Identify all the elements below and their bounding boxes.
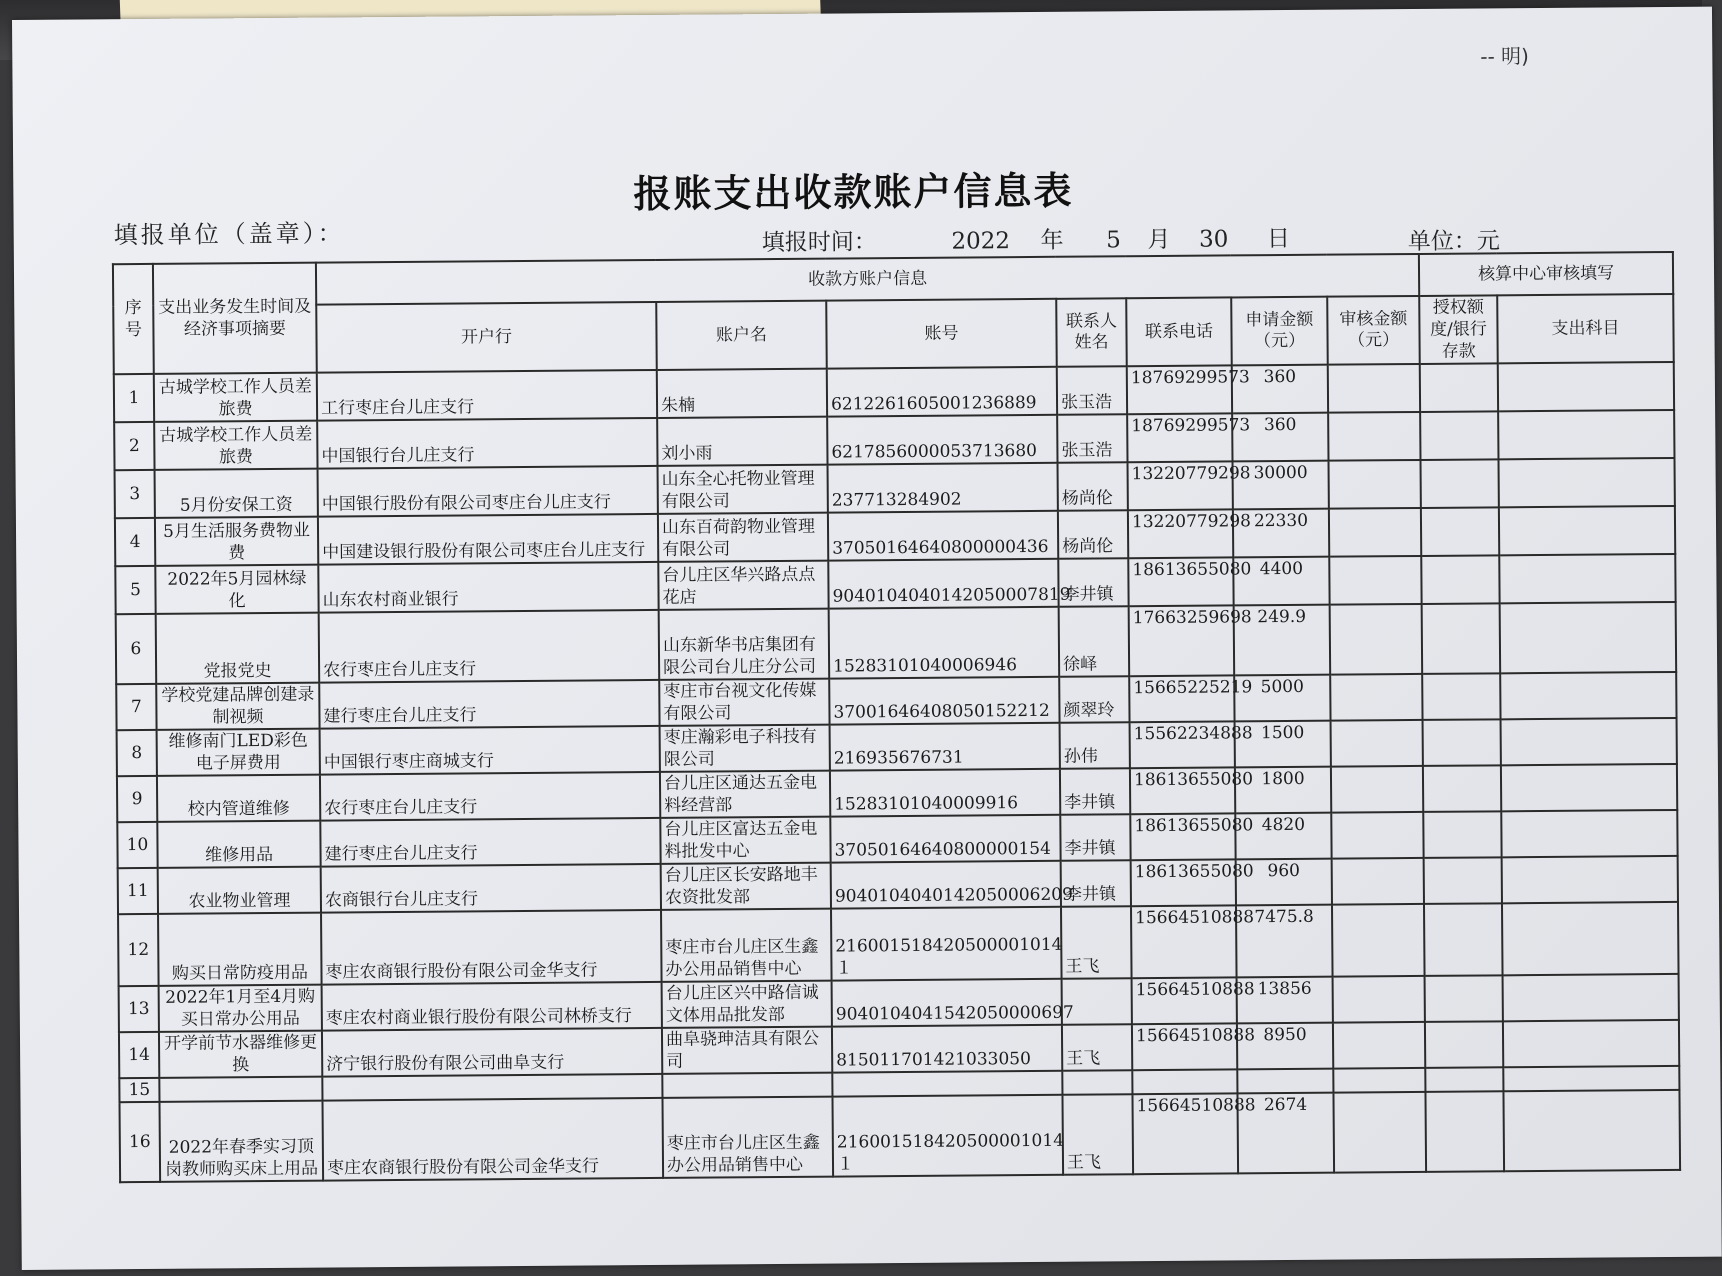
audit-amount-cell: [1331, 720, 1423, 767]
amount-cell: 5000: [1234, 675, 1330, 722]
audit-amount-cell: [1333, 1092, 1426, 1173]
reporting-time-label: 填报时间：: [761, 229, 877, 257]
header-account-no: 账号: [826, 299, 1057, 369]
account-number-cell: 15283101040009916: [830, 769, 1060, 817]
subject-cell: [1502, 902, 1679, 975]
contact-cell: 李井镇: [1058, 558, 1128, 607]
account-name-cell: 朱楠: [657, 369, 827, 418]
account-number-cell: 15283101040006946: [829, 607, 1060, 679]
currency-unit: 单位：元: [1407, 228, 1500, 256]
account-number-cell: 37050164640800000436: [828, 511, 1058, 561]
subject-cell: [1498, 410, 1674, 459]
summary-cell: 开学前节水器维修更换: [159, 1031, 322, 1078]
audit-amount-cell: [1330, 604, 1423, 675]
row-number: 4: [115, 518, 155, 566]
contact-cell: 颜翠玲: [1059, 676, 1129, 723]
row-number: 8: [117, 730, 157, 776]
contact-cell: 王飞: [1061, 906, 1132, 979]
summary-cell: 古城学校工作人员差旅费: [154, 373, 317, 422]
contact-cell: [1062, 1070, 1132, 1095]
bank-cell: 建行枣庄台儿庄支行: [319, 680, 659, 729]
summary-cell: 古城学校工作人员差旅费: [154, 421, 317, 470]
authorized-cell: [1425, 1067, 1503, 1092]
authorized-cell: [1423, 811, 1501, 858]
table-row: [120, 1090, 1681, 1182]
row-number: 1: [114, 374, 154, 422]
account-number-cell: 9040104040142050007819: [828, 559, 1058, 609]
amount-cell: 7475.8: [1236, 905, 1333, 978]
audit-amount-cell: [1331, 812, 1423, 859]
subject-cell: [1500, 602, 1677, 673]
authorized-cell: [1424, 857, 1502, 904]
document-sheet: [12, 7, 1722, 1270]
audit-amount-cell: [1329, 556, 1421, 605]
subject-cell: [1501, 718, 1677, 765]
subject-cell: [1500, 672, 1676, 719]
audit-amount-cell: [1333, 1022, 1425, 1069]
reporting-day: 30: [1198, 226, 1229, 253]
account-name-cell: 枣庄市台儿庄区生鑫办公用品销售中心: [662, 1097, 833, 1178]
amount-cell: 960: [1236, 859, 1332, 906]
authorized-cell: [1422, 603, 1501, 674]
row-number: 13: [119, 986, 159, 1032]
summary-cell: 维修南门LED彩色电子屏费用: [157, 729, 320, 776]
row-number: 16: [120, 1102, 161, 1182]
account-name-cell: 枣庄瀚彩电子科技有限公司: [660, 725, 830, 772]
summary-cell: 2022年1月至4月购买日常办公用品: [159, 985, 322, 1032]
bank-cell: [322, 1074, 662, 1101]
amount-cell: 4400: [1233, 557, 1329, 606]
amount-cell: 360: [1232, 413, 1328, 462]
table-row: [116, 602, 1677, 684]
audit-amount-cell: [1332, 858, 1424, 905]
summary-cell: 5月生活服务费物业费: [155, 517, 318, 566]
authorized-cell: [1423, 765, 1501, 812]
row-number: 14: [119, 1032, 159, 1078]
account-name-cell: 山东全心托物业管理有限公司: [658, 465, 828, 514]
phone-cell: 18613655080: [1130, 767, 1235, 814]
subject-cell: [1503, 1090, 1680, 1171]
summary-cell: 农业物业管理: [158, 867, 321, 914]
header-bank: 开户行: [316, 302, 657, 373]
bank-cell: 中国银行股份有限公司枣庄台儿庄支行: [318, 466, 658, 517]
phone-cell: 15562234888: [1130, 721, 1235, 768]
row-number: 7: [116, 684, 156, 730]
phone-cell: 18613655080: [1128, 557, 1233, 606]
reporting-year-unit: 年: [1040, 227, 1064, 254]
account-number-cell: 815011701421033050: [832, 1025, 1062, 1073]
reporting-day-unit: 日: [1266, 225, 1291, 253]
authorized-cell: [1420, 411, 1498, 460]
header-summary: 支出业务发生时间及经济事项摘要: [153, 263, 317, 374]
bank-cell: 农商银行台儿庄支行: [321, 864, 661, 913]
row-number: 5: [115, 566, 155, 614]
row-number: 3: [115, 470, 155, 518]
account-name-cell: [662, 1073, 832, 1098]
bank-cell: 建行枣庄台儿庄支行: [320, 818, 660, 867]
account-number-cell: 9040104040142050006209: [831, 861, 1061, 909]
amount-cell: 1800: [1235, 767, 1331, 814]
account-number-cell: 216935676731: [830, 723, 1060, 771]
amount-cell: [1237, 1069, 1333, 1094]
subject-cell: [1502, 856, 1678, 903]
amount-cell: 1500: [1235, 721, 1331, 768]
row-number: 6: [116, 614, 157, 684]
account-number-cell: 6212261605001236889: [827, 367, 1057, 417]
authorized-cell: [1422, 673, 1500, 720]
phone-cell: 18769299573: [1127, 413, 1232, 462]
bank-cell: 中国银行台儿庄支行: [317, 418, 657, 469]
subject-cell: [1503, 974, 1679, 1021]
account-name-cell: 山东新华书店集团有限公司台儿庄分公司: [659, 609, 830, 680]
contact-cell: 李井镇: [1060, 768, 1130, 815]
phone-cell: 18613655080: [1130, 813, 1235, 860]
reporting-month: 5: [1106, 227, 1121, 254]
document-title: 报账支出收款账户信息表: [633, 167, 1074, 217]
contact-cell: 杨尚伦: [1058, 462, 1128, 511]
account-name-cell: 刘小雨: [657, 417, 827, 466]
summary-cell: 5月份安保工资: [155, 469, 318, 518]
bank-cell: 枣庄农村商业银行股份有限公司林桥支行: [322, 982, 662, 1031]
amount-cell: 30000: [1233, 461, 1329, 510]
reporting-time: [762, 220, 1290, 257]
contact-cell: 张玉浩: [1057, 366, 1127, 415]
subject-cell: [1499, 506, 1675, 555]
account-name-cell: 台儿庄区通达五金电料经营部: [660, 771, 830, 818]
header-contact: 联系人姓名: [1056, 298, 1127, 367]
contact-cell: 张玉浩: [1057, 414, 1127, 463]
summary-cell: 维修用品: [157, 821, 320, 868]
audit-amount-cell: [1332, 904, 1425, 977]
account-name-cell: 枣庄市台儿庄区生鑫办公用品销售中心: [661, 909, 832, 982]
phone-cell: 13220779298: [1128, 461, 1233, 510]
authorized-cell: [1420, 363, 1498, 412]
account-number-cell: 6217856000053713680: [827, 415, 1057, 465]
amount-cell: 249.9: [1234, 605, 1331, 676]
account-info-table: [112, 251, 1681, 1183]
header-audit-group: 核算中心审核填写: [1419, 252, 1673, 296]
reporting-month-unit: 月: [1147, 226, 1171, 254]
account-name-cell: 台儿庄区富达五金电料批发中心: [660, 817, 830, 864]
contact-cell: 李井镇: [1060, 814, 1130, 861]
contact-cell: 杨尚伦: [1058, 510, 1128, 559]
subject-cell: [1499, 554, 1675, 603]
bank-cell: 枣庄农商银行股份有限公司金华支行: [321, 910, 662, 985]
summary-cell: [159, 1077, 322, 1102]
phone-cell: 17663259698: [1129, 605, 1235, 676]
subject-cell: [1503, 1066, 1679, 1091]
contact-cell: 孙伟: [1060, 722, 1130, 769]
amount-cell: 8950: [1237, 1023, 1333, 1070]
summary-cell: 学校党建品牌创建录制视频: [156, 683, 319, 730]
bank-cell: 农行枣庄台儿庄支行: [319, 610, 660, 683]
account-number-cell: 37001646408050152212: [829, 677, 1059, 725]
account-number-cell: 216001518420500001014１: [831, 907, 1062, 981]
audit-amount-cell: [1330, 674, 1422, 721]
account-number-cell: [832, 1071, 1062, 1097]
account-name-cell: 台儿庄区华兴路点点花店: [658, 561, 828, 610]
phone-cell: 15664510888: [1132, 1093, 1238, 1174]
account-number-cell: 9040104041542050000697: [832, 979, 1062, 1027]
audit-amount-cell: [1328, 364, 1420, 413]
amount-cell: 360: [1232, 365, 1328, 414]
header-audit-amount: 审核金额（元）: [1327, 296, 1420, 365]
phone-cell: 15665225219: [1129, 675, 1234, 722]
header-seq: 序号: [113, 264, 154, 374]
authorized-cell: [1421, 555, 1499, 604]
amount-cell: 4820: [1235, 813, 1331, 860]
row-number: 15: [119, 1078, 159, 1102]
audit-amount-cell: [1331, 766, 1423, 813]
authorized-cell: [1421, 507, 1499, 556]
bank-cell: 枣庄农商银行股份有限公司金华支行: [322, 1098, 663, 1181]
amount-cell: 2674: [1237, 1093, 1334, 1174]
amount-cell: 22330: [1233, 509, 1329, 558]
amount-cell: 13856: [1237, 977, 1333, 1024]
bank-cell: 工行枣庄台儿庄支行: [317, 370, 657, 421]
table-row: [118, 902, 1679, 986]
account-number-cell: 37050164640800000154: [830, 815, 1060, 863]
audit-amount-cell: [1333, 1068, 1425, 1093]
header-phone: 联系电话: [1126, 297, 1232, 366]
row-number: 12: [118, 914, 159, 986]
summary-cell: 2022年春季实习顶岗教师购买床上用品: [160, 1101, 324, 1182]
contact-cell: 王飞: [1062, 1024, 1132, 1071]
contact-cell: 李井镇: [1061, 860, 1131, 907]
subject-cell: [1499, 458, 1675, 507]
authorized-cell: [1421, 459, 1499, 508]
account-name-cell: 山东百荷韵物业管理有限公司: [658, 513, 828, 562]
summary-cell: 购买日常防疫用品: [158, 913, 322, 986]
audit-amount-cell: [1329, 508, 1421, 557]
subject-cell: [1501, 810, 1677, 857]
row-number: 2: [114, 422, 154, 470]
row-number: 9: [117, 776, 157, 822]
summary-cell: 校内管道维修: [157, 775, 320, 822]
account-name-cell: 枣庄市台视文化传媒有限公司: [659, 679, 829, 726]
subject-cell: [1501, 764, 1677, 811]
summary-cell: 党报党史: [156, 613, 320, 684]
phone-cell: 13220779298: [1128, 509, 1233, 558]
audit-amount-cell: [1329, 460, 1421, 509]
authorized-cell: [1425, 975, 1503, 1022]
phone-cell: 15664510888: [1131, 905, 1237, 978]
subject-cell: [1503, 1020, 1679, 1067]
bank-cell: 济宁银行股份有限公司曲阜支行: [322, 1028, 662, 1077]
phone-cell: 15664510888: [1132, 977, 1237, 1024]
header-amount: 申请金额（元）: [1231, 297, 1328, 366]
authorized-cell: [1425, 1091, 1504, 1172]
authorized-cell: [1424, 903, 1503, 976]
header-payee-group: 收款方账户信息: [316, 254, 1419, 305]
audit-amount-cell: [1328, 412, 1420, 461]
contact-cell: 徐峄: [1059, 606, 1130, 677]
bank-cell: 山东农村商业银行: [318, 562, 658, 613]
account-number-cell: 237713284902: [828, 463, 1058, 513]
bank-cell: 中国建设银行股份有限公司枣庄台儿庄支行: [318, 514, 658, 565]
reporting-unit-label: 填报单位（盖章）：: [113, 219, 345, 250]
row-number: 10: [117, 822, 157, 868]
contact-cell: 王飞: [1062, 1094, 1133, 1175]
bank-cell: 中国银行枣庄商城支行: [320, 726, 660, 775]
authorized-cell: [1425, 1021, 1503, 1068]
reporting-year: 2022: [951, 228, 1011, 255]
header-account-name: 账户名: [656, 301, 827, 370]
account-name-cell: 曲阜骁珅洁具有限公司: [662, 1027, 832, 1074]
phone-cell: 18769299573: [1127, 365, 1232, 414]
phone-cell: [1132, 1069, 1237, 1094]
corner-note: -- 明): [1480, 44, 1530, 69]
audit-amount-cell: [1333, 976, 1425, 1023]
account-name-cell: 台儿庄区兴中路信诚文体用品批发部: [662, 981, 832, 1028]
phone-cell: 15664510888: [1132, 1023, 1237, 1070]
phone-cell: 18613655080: [1131, 859, 1236, 906]
account-number-cell: 216001518420500001014１: [832, 1095, 1063, 1177]
account-name-cell: 台儿庄区长安路地丰农资批发部: [661, 863, 831, 910]
summary-cell: 2022年5月园林绿化: [155, 565, 318, 614]
subject-cell: [1498, 362, 1674, 411]
row-number: 11: [118, 868, 158, 914]
bank-cell: 农行枣庄台儿庄支行: [320, 772, 660, 821]
header-subject: 支出科目: [1497, 294, 1674, 363]
authorized-cell: [1423, 719, 1501, 766]
header-authorized: 授权额度/银行存款: [1419, 295, 1498, 364]
